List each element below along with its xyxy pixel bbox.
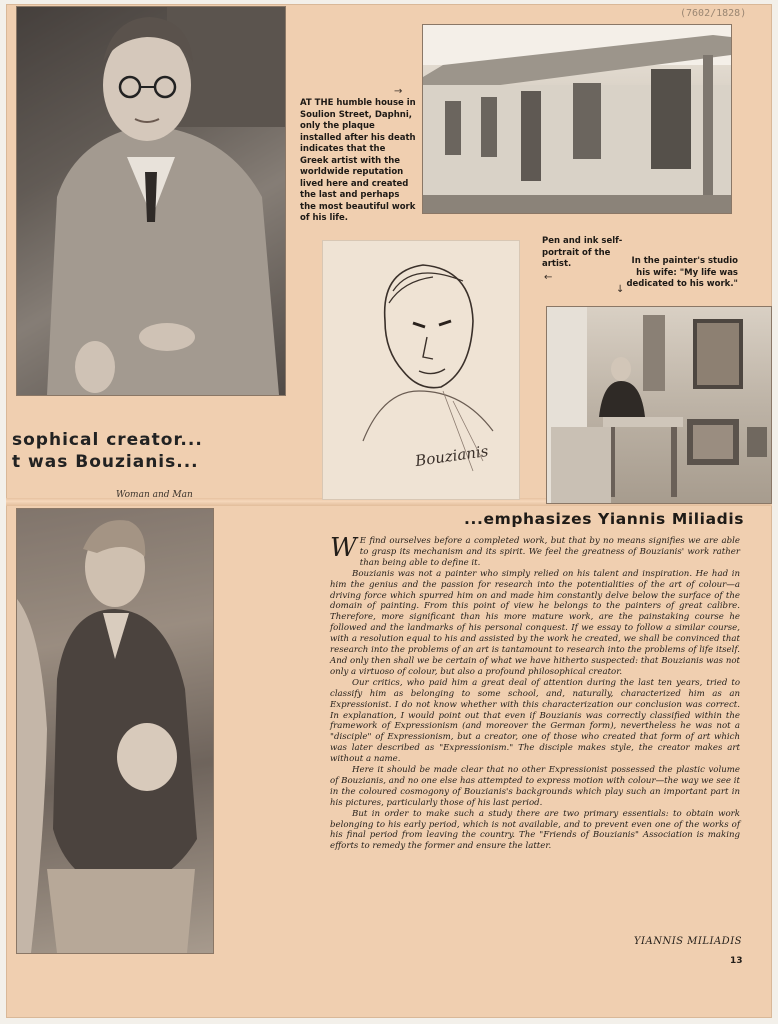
self-portrait-sketch — [322, 240, 520, 500]
article-paragraph: Our critics, who paid him a great deal of attention during the last ten years, tried to classify him as belonging to some school, and, naturally, characterized him as an Expressionist. I do not know whether with this characterization our conclusion was correct. In explanation, I would point out that even if Bouzianis was correctly classified within the framework of Expressionism (and moreover the German form), nevertheless he was not a "disciple" of Expressionism, but a creator, one of those who created that form of art which was later described as "Expressionism." The disciple makes style, the creator makes art without a name. — [330, 677, 740, 765]
article-title: ...emphasizes Yiannis Miliadis — [464, 510, 745, 528]
paragraph-text: E find ourselves before a completed work, but that by no means signifies we are able to grasp its mechanism and its spirit. We feel the greatness of Bouzianis' work rather than being able to define it. — [359, 536, 740, 568]
dropcap: W — [330, 533, 357, 563]
painting-credit: Woman and Man — [116, 490, 193, 500]
artist-portrait-photo — [16, 6, 286, 396]
article-paragraph: But in order to make such a study there are two primary essentials: to obtain work belonging to his early period, which is not available, and to prevent even one of the works of his final period from leaving the country. The "Friends of Bouzianis" Association is making efforts to remedy the former and ensure the latter. — [330, 808, 740, 852]
painting-woman-and-man — [16, 508, 214, 954]
article-body — [330, 533, 740, 852]
sketch-caption: Pen and ink self-portrait of the artist. — [542, 236, 623, 269]
studio-photo — [546, 306, 772, 504]
house-building — [423, 25, 731, 213]
article-paragraph: Here it should be made clear that no other Expressionist possessed the plastic volume of Bouzianis, and no one else has attempted to express motion with colour—the way we see it in the coloured cosmogony of Bouzianis's backgrounds which play such an important part in his pictures, particularly those of his last period. — [330, 765, 740, 808]
headline-line-1: sophical creator... — [12, 430, 203, 450]
studio-caption: In the painter's studio his wife: "My life was dedicated to his work." — [626, 256, 738, 289]
arrow-down-icon: ↓ — [616, 284, 625, 295]
studio-scene — [547, 307, 771, 503]
author-signature: YIANNIS MILIADIS — [633, 936, 742, 947]
arrow-right-icon: → — [394, 86, 403, 97]
house-photo — [422, 24, 732, 214]
sketch-signature: Bouzianis — [414, 441, 490, 471]
portrait-figure — [17, 7, 285, 395]
article-paragraph — [330, 533, 740, 569]
article-paragraph: Bouzianis was not a painter who simply relied on his talent and inspiration. He had in him the genius and the passion for research into the potentialities of the art of colour—a driving force which spurred him on and made him constantly delve below the surface of the domain of painting. From this point of view he belongs to the painters of great calibre. Therefore, more significant than his more mature work, are the painstaking course he followed and the landmarks of his personal conquest. If we essay to follow a similar course, with a resolution equal to his and assisted by the work he created, we shall be convinced that research into the problems of an art is tantamount to research into the problems of life itself. And only then shall we be certain of what we have hitherto suspected: that Bouzianis was not only a virtuoso of colour, but also a profound philosophical creator. — [330, 568, 740, 677]
archive-mark: (7602/1828) — [680, 8, 747, 19]
headline-line-2: t was Bouzianis... — [12, 452, 199, 472]
house-caption: AT THE humble house in Soulion Street, Daphni, only the plaque installed after his death indicates that the Greek artist with the worldwide reputation lived here and created the last and perhaps the most beautiful work of his life. — [300, 98, 416, 223]
arrow-left-icon: ← — [544, 272, 553, 283]
painting-figures — [17, 509, 213, 953]
page-number: 13 — [730, 956, 743, 966]
